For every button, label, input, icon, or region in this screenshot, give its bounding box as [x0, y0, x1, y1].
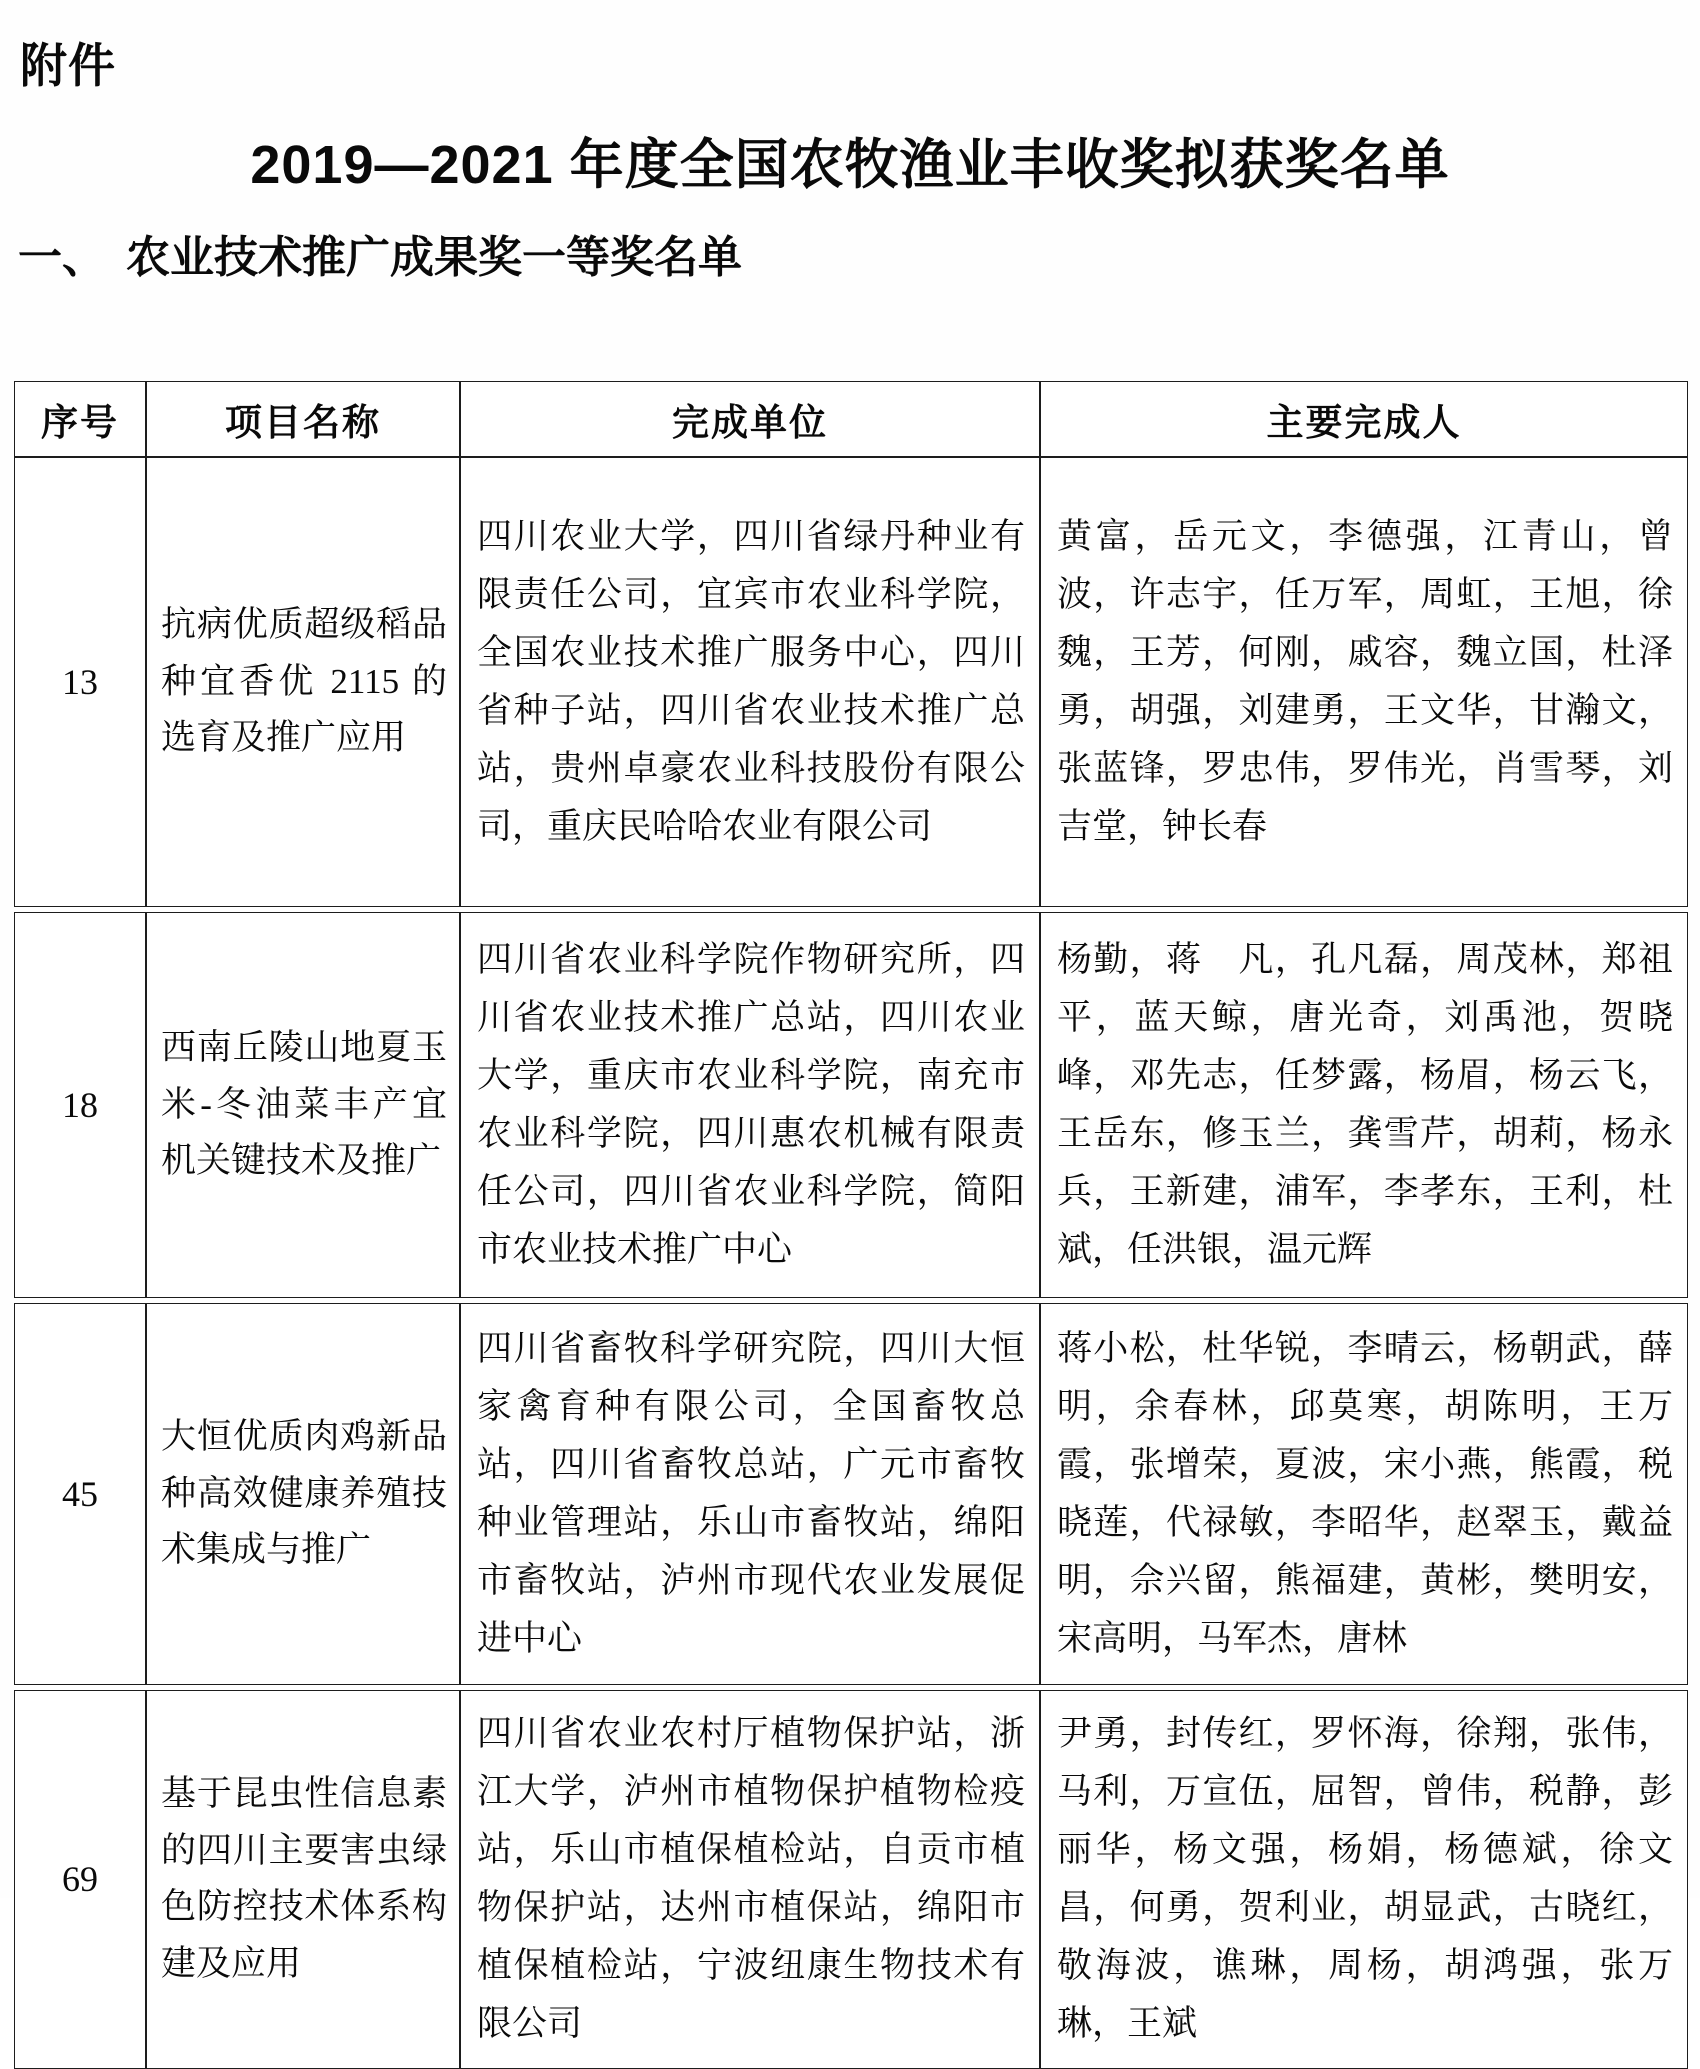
section-name: 农业技术推广成果奖一等奖名单: [126, 233, 742, 282]
section-number: 一、: [18, 233, 106, 282]
cell-serial-number: 69: [14, 1690, 146, 2069]
award-list-table: [14, 381, 1688, 2069]
cell-units: 四川省农业农村厅植物保护站，浙江大学，泸州市植物保护植物检疫站，乐山市植保植检站，自贡市植物保护站，达州市植保站，绵阳市植保植检站，宁波纽康生物技术有限公司: [460, 1690, 1040, 2069]
cell-project-name: 西南丘陵山地夏玉米-冬油菜丰产宜机关键技术及推广: [146, 912, 460, 1298]
cell-units: 四川省畜牧科学研究院，四川大恒家禽育种有限公司，全国畜牧总站，四川省畜牧总站，广元市畜牧种业管理站，乐山市畜牧站，绵阳市畜牧站，泸州市现代农业发展促进中心: [460, 1303, 1040, 1685]
cell-people: 尹勇，封传红，罗怀海，徐翔，张伟，马利，万宣伍，屈智，曾伟，税静，彭丽华，杨文强，杨娟，杨德斌，徐文昌，何勇，贺利业，胡显武，古晓红，敬海波，谯琳，周杨，胡鸿强，张万琳，王斌: [1040, 1690, 1688, 2069]
cell-serial-number: 13: [14, 457, 146, 907]
cell-project-name: 基于昆虫性信息素的四川主要害虫绿色防控技术体系构建及应用: [146, 1690, 460, 2069]
table-row: [14, 457, 1688, 907]
section-heading: [18, 232, 742, 285]
cell-serial-number: 18: [14, 912, 146, 1298]
cell-people: 蒋小松，杜华锐，李晴云，杨朝武，薛明，余春林，邱莫寒，胡陈明，王万霞，张增荣，夏波，宋小燕，熊霞，税晓莲，代禄敏，李昭华，赵翠玉，戴益明，佘兴留，熊福建，黄彬，樊明安，宋高明，马军杰，唐林: [1040, 1303, 1688, 1685]
page-title: 2019—2021 年度全国农牧渔业丰收奖拟获奖名单: [250, 135, 1450, 195]
table-row: [14, 912, 1688, 1298]
cell-serial-number: 45: [14, 1303, 146, 1685]
column-header-people: 主要完成人: [1040, 381, 1688, 457]
table-row: [14, 1303, 1688, 1685]
table-header-row: [14, 381, 1688, 457]
cell-units: 四川农业大学，四川省绿丹种业有限责任公司，宜宾市农业科学院，全国农业技术推广服务中心，四川省种子站，四川省农业技术推广总站，贵州卓豪农业科技股份有限公司，重庆民哈哈农业有限公司: [460, 457, 1040, 907]
cell-people: 杨勤，蒋 凡，孔凡磊，周茂林，郑祖平，蓝天鲸，唐光奇，刘禹池，贺晓峰，邓先志，任梦露，杨眉，杨云飞，王岳东，修玉兰，龚雪芹，胡莉，杨永兵，王新建，浦军，李孝东，王利，杜斌，任洪银，温元辉: [1040, 912, 1688, 1298]
column-header-no: 序号: [14, 381, 146, 457]
cell-project-name: 抗病优质超级稻品种宜香优 2115 的选育及推广应用: [146, 457, 460, 907]
column-header-project: 项目名称: [146, 381, 460, 457]
cell-units: 四川省农业科学院作物研究所，四川省农业技术推广总站，四川农业大学，重庆市农业科学院，南充市农业科学院，四川惠农机械有限责任公司，四川省农业科学院，简阳市农业技术推广中心: [460, 912, 1040, 1298]
attachment-label: 附件: [20, 39, 116, 92]
cell-project-name: 大恒优质肉鸡新品种高效健康养殖技术集成与推广: [146, 1303, 460, 1685]
table-row: [14, 1690, 1688, 2069]
cell-people: 黄富，岳元文，李德强，江青山，曾波，许志宇，任万军，周虹，王旭，徐魏，王芳，何刚，戚容，魏立国，杜泽勇，胡强，刘建勇，王文华，甘瀚文，张蓝锋，罗忠伟，罗伟光，肖雪琴，刘吉堂，钟长春: [1040, 457, 1688, 907]
column-header-units: 完成单位: [460, 381, 1040, 457]
